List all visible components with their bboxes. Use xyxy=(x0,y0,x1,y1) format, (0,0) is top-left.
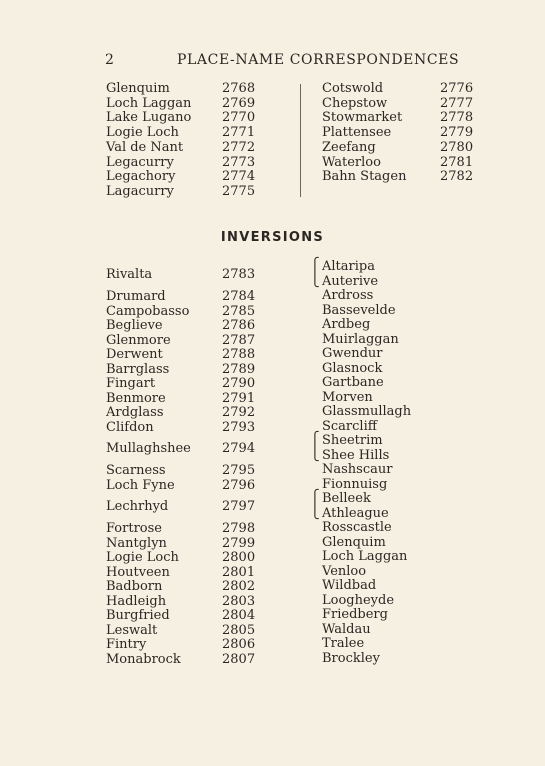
entry-number: 2799 xyxy=(222,535,256,551)
entry-number: 2782 xyxy=(440,169,474,185)
inverted-name: Rosscastle xyxy=(322,520,392,535)
brace-symbol: ⎧ ⎩ xyxy=(310,432,320,462)
entry-number: 2803 xyxy=(222,593,256,609)
inverted-name: Wildbad xyxy=(322,578,377,593)
entry-number: 2777 xyxy=(440,95,474,111)
inverted-name: Bassevelde xyxy=(322,302,396,318)
entry-number: 2786 xyxy=(222,318,256,333)
place-name: Zeefang xyxy=(322,139,376,155)
inverted-name: Scarcliff xyxy=(322,418,377,434)
inversion-source-name: Logie Loch xyxy=(106,550,179,565)
inverted-name: Venloo xyxy=(322,563,367,579)
inverted-name: Muirlaggan xyxy=(322,331,399,347)
inverted-name: Fionnuisg xyxy=(322,476,388,492)
entry-number: 2787 xyxy=(222,332,256,348)
inversion-source-name: Drumard xyxy=(106,289,166,304)
inversion-source-name: Benmore xyxy=(106,390,166,406)
inverted-name: Tralee xyxy=(322,636,365,651)
place-name: Chepstow xyxy=(322,95,388,111)
inversion-source-name: Beglieve xyxy=(106,318,163,333)
entry-number: 2775 xyxy=(222,183,256,199)
inverted-name: Altaripa xyxy=(322,259,375,274)
inverted-name: Glassmullagh xyxy=(322,404,412,419)
entry-number: 2783 xyxy=(222,267,256,283)
inversion-source-name: Burgfried xyxy=(106,608,170,623)
place-name: Bahn Stagen xyxy=(322,169,407,185)
entry-number: 2785 xyxy=(222,303,256,319)
inverted-name: Ardbeg xyxy=(322,317,371,332)
inversion-source-name: Fortrose xyxy=(106,521,162,536)
inverted-name: Belleek xyxy=(322,491,371,506)
inversion-source-name: Hadleigh xyxy=(106,593,167,609)
entry-number: 2797 xyxy=(222,499,256,515)
entry-number: 2795 xyxy=(222,463,256,478)
entry-number: 2801 xyxy=(222,564,256,580)
inversion-source-name: Nantglyn xyxy=(106,535,167,551)
inverted-name: Nashscaur xyxy=(322,462,393,477)
entry-number: 2781 xyxy=(440,154,474,170)
inversion-source-name: Barrglass xyxy=(106,361,170,377)
place-name: Glenquim xyxy=(106,81,170,96)
place-name: Plattensee xyxy=(322,125,392,141)
inverted-name: Loch Laggan xyxy=(322,549,408,564)
place-name: Loch Laggan xyxy=(106,95,192,111)
place-name: Val de Nant xyxy=(106,139,184,155)
section-title-inversions: INVERSIONS xyxy=(220,230,325,245)
place-name: Legachory xyxy=(106,169,176,185)
entry-number: 2789 xyxy=(222,361,256,377)
entry-number: 2804 xyxy=(222,608,256,623)
page-number: 2 xyxy=(105,52,115,68)
inversion-source-name: Ardglass xyxy=(106,405,164,420)
entry-number: 2798 xyxy=(222,521,256,536)
inverted-name: Gwendur xyxy=(322,346,383,361)
inversion-source-name: Scarness xyxy=(106,463,166,478)
entry-number: 2770 xyxy=(222,110,256,126)
inversion-source-name: Rivalta xyxy=(106,267,153,283)
inversion-source-name: Badborn xyxy=(106,579,163,594)
column-divider xyxy=(300,84,301,197)
place-name: Legacurry xyxy=(106,154,174,170)
brace-symbol: ⎧ ⎩ xyxy=(310,258,320,288)
brace-symbol: ⎧ ⎩ xyxy=(310,490,320,520)
place-name: Lagacurry xyxy=(106,183,174,199)
entry-number: 2802 xyxy=(222,579,256,594)
entry-number: 2769 xyxy=(222,95,256,111)
inverted-name: Gartbane xyxy=(322,375,384,390)
place-name: Stowmarket xyxy=(322,110,403,126)
inverted-name: Athleague xyxy=(322,505,389,521)
inverted-name: Morven xyxy=(322,389,373,405)
inverted-name: Sheetrim xyxy=(322,433,383,448)
inverted-name: Friedberg xyxy=(322,607,388,622)
inversion-source-name: Mullaghshee xyxy=(106,441,191,457)
inverted-name: Glasnock xyxy=(322,360,383,376)
entry-number: 2791 xyxy=(222,390,256,406)
inversion-source-name: Houtveen xyxy=(106,564,170,580)
inversion-source-name: Campobasso xyxy=(106,303,190,319)
entry-number: 2793 xyxy=(222,419,256,435)
place-name: Cotswold xyxy=(322,81,384,96)
entry-number: 2796 xyxy=(222,477,256,493)
place-name: Waterloo xyxy=(322,154,381,170)
inversion-source-name: Clifdon xyxy=(106,419,154,435)
inversion-source-name: Loch Fyne xyxy=(106,477,175,493)
inversion-source-name: Derwent xyxy=(106,347,163,362)
entry-number: 2807 xyxy=(222,651,256,667)
entry-number: 2776 xyxy=(440,81,474,96)
entry-number: 2788 xyxy=(222,347,256,362)
inversion-source-name: Lechrhyd xyxy=(106,499,169,515)
entry-number: 2779 xyxy=(440,125,474,141)
inversion-source-name: Glenmore xyxy=(106,332,171,348)
entry-number: 2778 xyxy=(440,110,474,126)
inverted-name: Ardross xyxy=(322,288,374,303)
entry-number: 2772 xyxy=(222,139,256,155)
inverted-name: Loogheyde xyxy=(322,592,395,608)
entry-number: 2768 xyxy=(222,81,256,96)
entry-number: 2780 xyxy=(440,139,474,155)
entry-number: 2805 xyxy=(222,622,256,638)
entry-number: 2790 xyxy=(222,376,256,391)
inverted-name: Brockley xyxy=(322,650,380,666)
inversion-source-name: Leswalt xyxy=(106,622,158,638)
entry-number: 2771 xyxy=(222,125,256,141)
entry-number: 2794 xyxy=(222,441,256,457)
entry-number: 2784 xyxy=(222,289,256,304)
place-name: Lake Lugano xyxy=(106,110,192,126)
inversion-source-name: Fingart xyxy=(106,376,156,391)
entry-number: 2774 xyxy=(222,169,256,185)
inversion-source-name: Monabrock xyxy=(106,651,181,667)
inversion-source-name: Fintry xyxy=(106,637,147,652)
inverted-name: Shee Hills xyxy=(322,447,390,463)
entry-number: 2806 xyxy=(222,637,256,652)
place-name: Logie Loch xyxy=(106,125,179,141)
inverted-name: Glenquim xyxy=(322,534,386,550)
entry-number: 2792 xyxy=(222,405,256,420)
inverted-name: Waldau xyxy=(322,621,371,637)
entry-number: 2800 xyxy=(222,550,256,565)
page-title: PLACE-NAME CORRESPONDENCES xyxy=(177,52,460,68)
inverted-name: Auterive xyxy=(322,273,379,289)
entry-number: 2773 xyxy=(222,154,256,170)
